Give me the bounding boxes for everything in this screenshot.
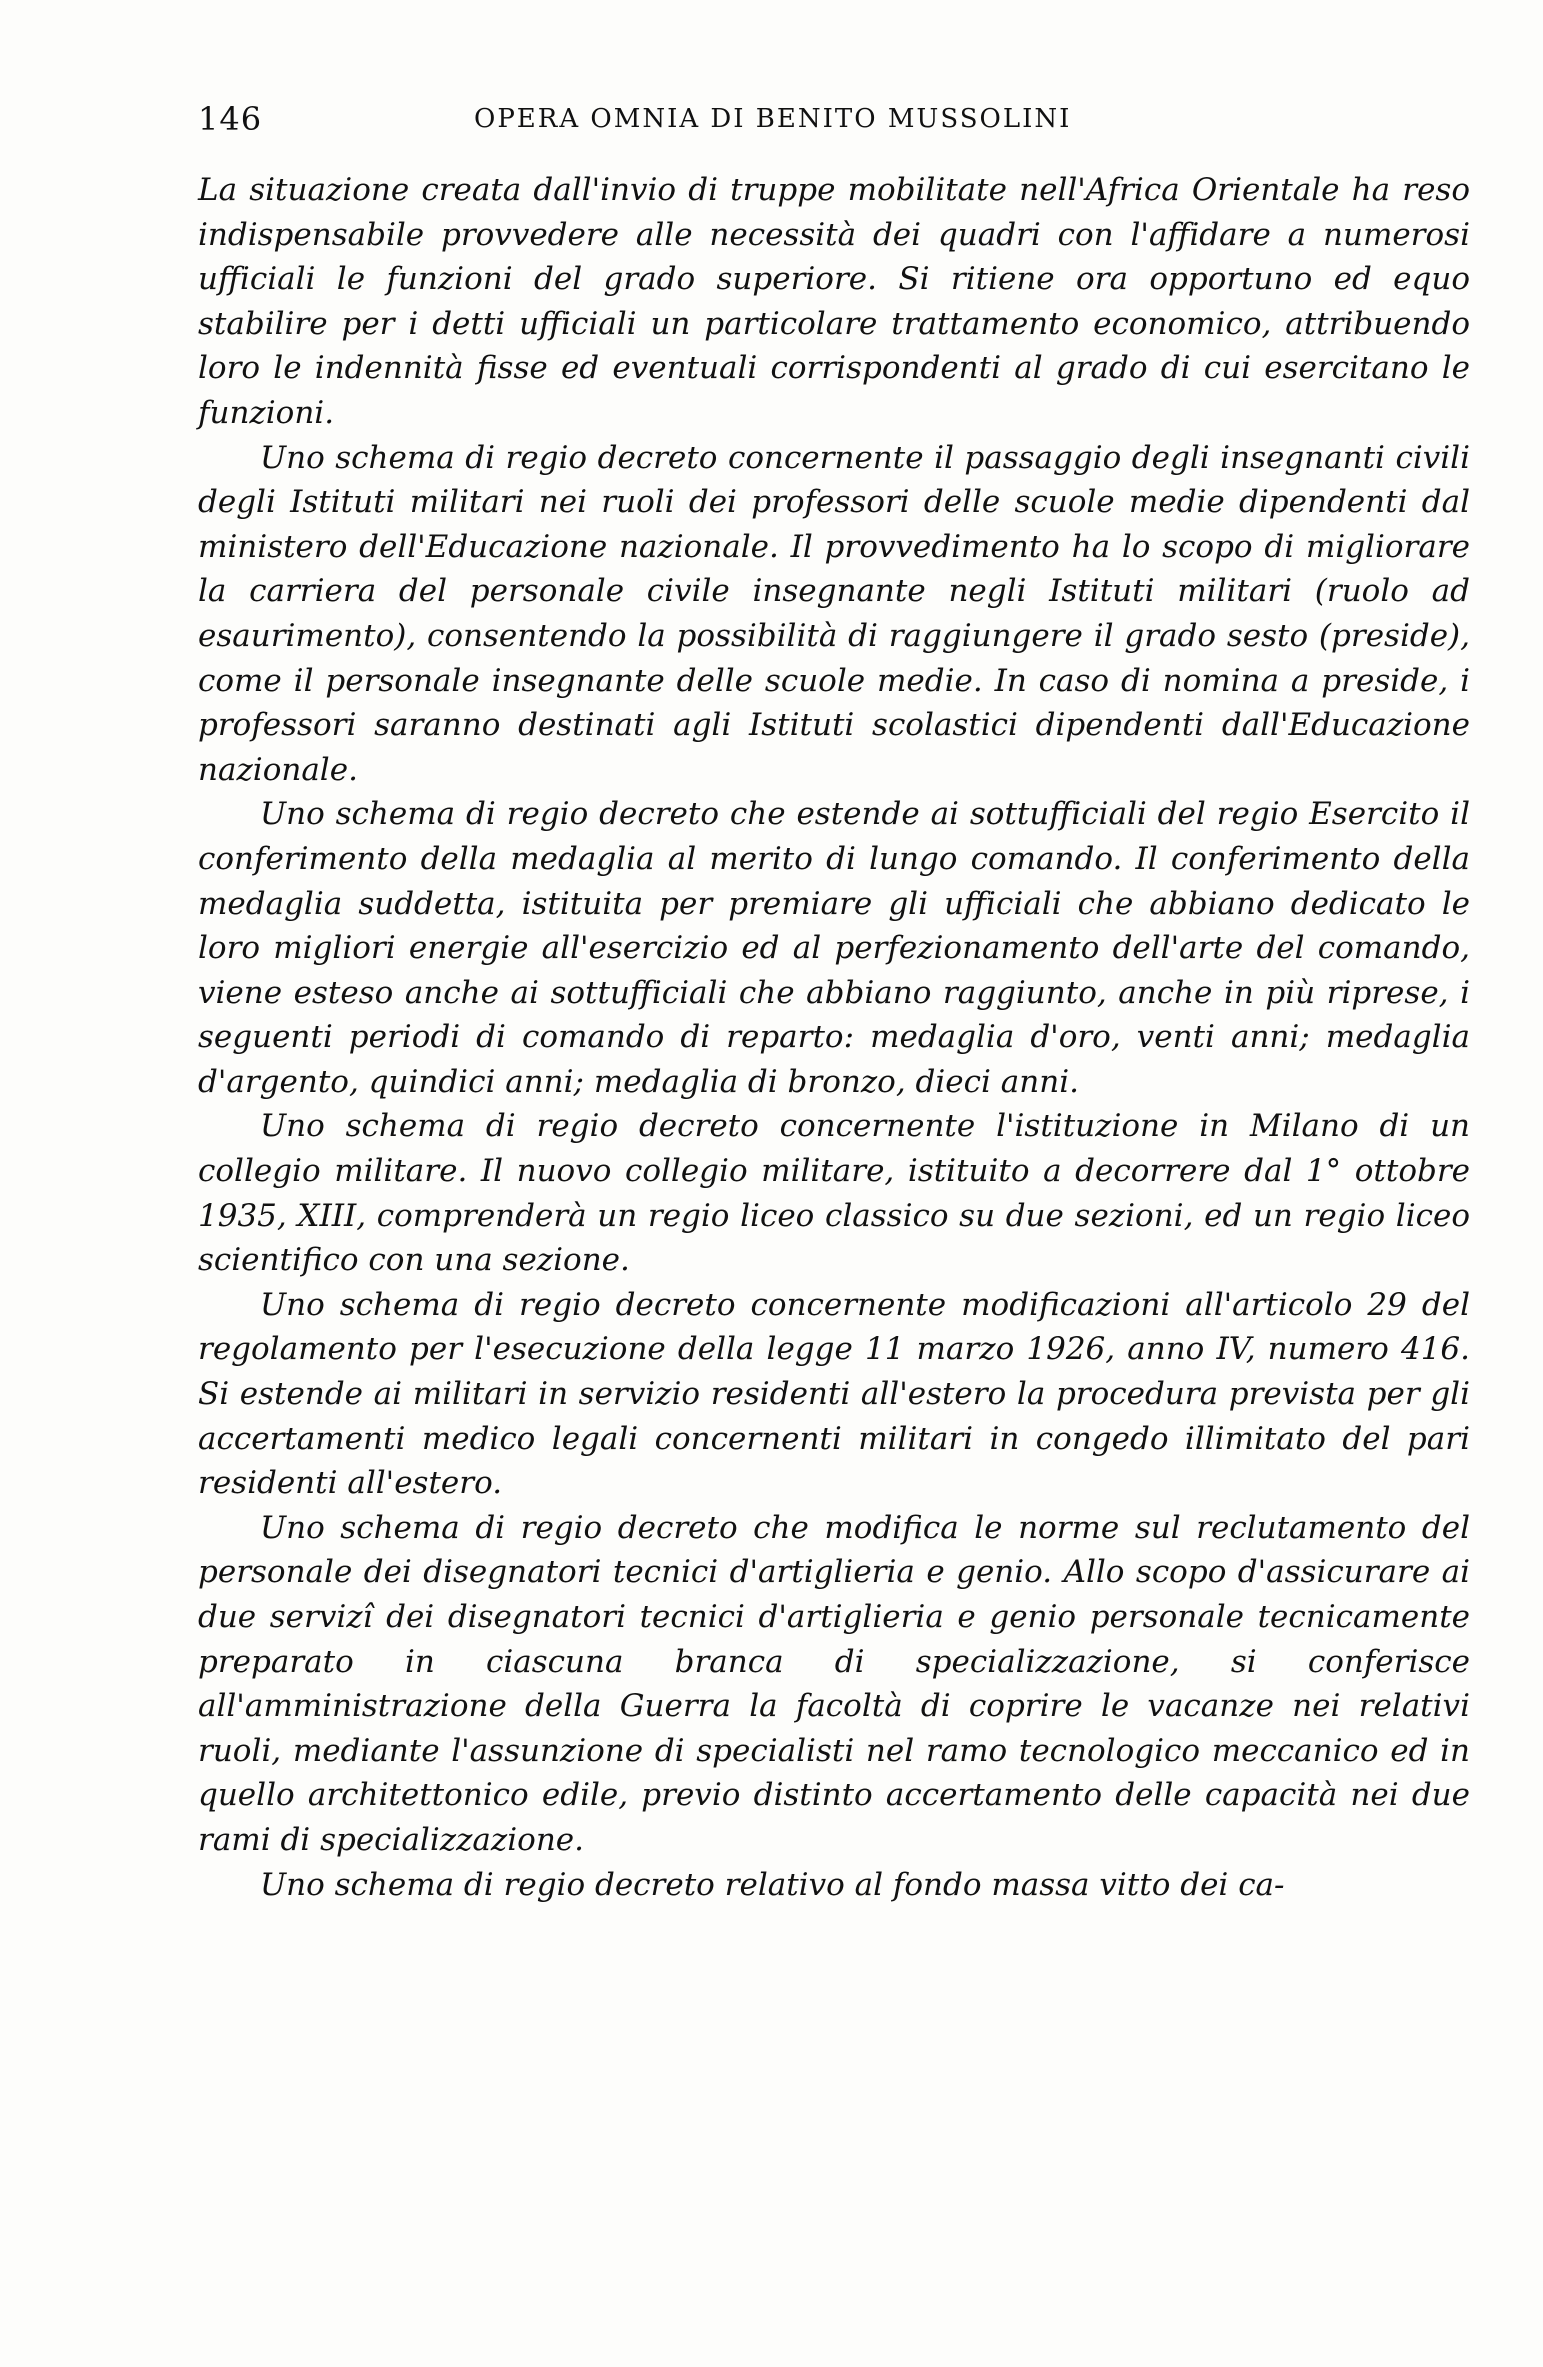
running-title: OPERA OMNIA DI BENITO MUSSOLINI xyxy=(474,104,1072,134)
paragraph-4: Uno schema di regio decreto concernente l'istituzione in Milano di un collegio militare. Il nuovo collegio militare, istituito a decorrere dal 1° ottobre 1935, XIII, comprenderà un regio liceo classico su due sezioni, ed un regio liceo scientifico con una sezione. xyxy=(198,1108,1470,1279)
paragraph-7: Uno schema di regio decreto relativo al fondo massa vitto dei ca- xyxy=(260,1866,1285,1903)
paragraph-6: Uno schema di regio decreto che modifica le norme sul reclutamento del personale dei disegnatori tecnici d'artiglieria e genio. Allo scopo d'assicurare ai due servizî dei disegnatori tecnici d'artiglieria e genio personale tecnicamente preparato in ciascuna branca di specializzazione, si conferisce all'amministrazione della Guerra la facoltà di coprire le vacanze nei relativi ruoli, mediante l'assunzione di specialisti nel ramo tecnologico meccanico ed in quello architettonico edile, previo distinto accertamento delle capacità nei due rami di specializzazione. xyxy=(198,1509,1470,1858)
paragraph-5: Uno schema di regio decreto concernente modificazioni all'articolo 29 del regolamento per l'esecuzione della legge 11 marzo 1926, anno IV, numero 416. Si estende ai militari in servizio residenti all'estero la procedura prevista per gli accertamenti medico legali concernenti militari in congedo illimitato del pari residenti all'estero. xyxy=(198,1286,1470,1502)
page-header xyxy=(198,100,1468,144)
paragraph-1: La situazione creata dall'invio di truppe mobilitate nell'Africa Orientale ha reso indispensabile provvedere alle necessità dei quadri con l'affidare a numerosi ufficiali le funzioni del grado superiore. Si ritiene ora opportuno ed equo stabilire per i detti ufficiali un particolare trattamento economico, attribuendo loro le indennità fisse ed eventuali corrispondenti al grado di cui esercitano le funzioni. xyxy=(198,172,1470,431)
page-number: 146 xyxy=(198,100,263,138)
body-text xyxy=(198,168,1470,1907)
paragraph-3: Uno schema di regio decreto che estende ai sottufficiali del regio Esercito il conferimento della medaglia al merito di lungo comando. Il conferimento della medaglia suddetta, istituita per premiare gli ufficiali che abbiano dedicato le loro migliori energie all'esercizio ed al perfezionamento dell'arte del comando, viene esteso anche ai sottufficiali che abbiano raggiunto, anche in più riprese, i seguenti periodi di comando di reparto: medaglia d'oro, venti anni; medaglia d'argento, quindici anni; medaglia di bronzo, dieci anni. xyxy=(198,796,1470,1100)
paragraph-2: Uno schema di regio decreto concernente il passaggio degli insegnanti civili degli Istituti militari nei ruoli dei professori delle scuole medie dipendenti dal ministero dell'Educazione nazionale. Il provvedimento ha lo scopo di migliorare la carriera del personale civile insegnante negli Istituti militari (ruolo ad esaurimento), consentendo la possibilità di raggiungere il grado sesto (preside), come il personale insegnante delle scuole medie. In caso di nomina a preside, i professori saranno destinati agli Istituti scolastici dipendenti dall'Educazione nazionale. xyxy=(198,439,1470,788)
